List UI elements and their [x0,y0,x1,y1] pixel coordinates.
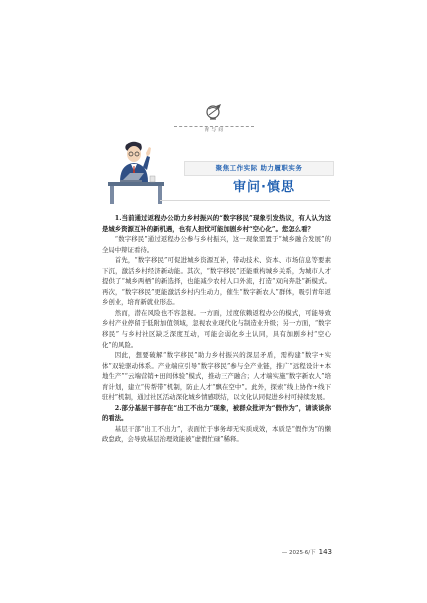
logo-text: 青 与 问 [204,128,224,133]
logo-divider [174,126,254,127]
section-banner [184,161,334,201]
section-header [100,137,330,207]
masthead-logo [196,104,232,133]
question-paragraph: 2.部分基层干部存在“出工不出力”现象，被群众批评为“假作为”，请谈谈你的看法。 [102,403,331,423]
body-paragraph: 首先，“数字移民”可促进城乡资源互补，带动技术、资本、市场信息等要素下沉，激活乡村经济新动能。其次，“数字移民”还能重构城乡关系，为城市人才提供了“城乡两栖”的新选择，也能减少农村人口外流，打造“双向奔赴”新模式。再次，“数字移民”更能激活乡村内生动力，催生“数字新农人”群体，吸引青年返乡创业，培育新就业形态。 [102,256,331,307]
globe-pen-logo-icon [204,104,224,122]
page-footer [272,548,332,556]
article-body [102,213,331,445]
question-paragraph: 1.当前通过返程办公助力乡村振兴的“数字移民”现象引发热议，有人认为这是城乡资源互补的新机遇，也有人担忧可能加剧乡村“空心化”。您怎么看？ [102,214,331,233]
page-number: 143 [318,548,332,556]
body-paragraph: 然而，潜在风险也不容忽视。一方面，过度依赖返程办公的模式，可能导致乡村产业停留于低附加值领域，忽视农业现代化与制造业升级；另一方面，“数字移民” 与乡村社区缺乏深度互动，可能会弱化乡土认同，具有加剧乡村“空心化”的风险。 [102,308,331,349]
body-paragraph: 因此，想要破解“数字移民”助力乡村振兴的深层矛盾，需构建“数字+实体”双轮驱动体系。产业端应引导“数字移民”参与全产业链，推广“远程设计+本地生产”“云端营销+田间体验”模式，推动三产融合；人才端实施“数字新农人”培育计划，建立“传帮带”机制，防止人才“飘在空中”。此外，探索“线上协作+线下驻村”机制，通过社区活动深化城乡情感联结，以文化认同促进乡村可持续发展。 [102,351,331,402]
header-divider [160,200,330,201]
body-paragraph: “数字移民”通过返程办公参与乡村振兴，这一现象需置于“城乡融合发展”的全局中辩证看待。 [102,235,331,254]
body-paragraph: 基层干部“出工不出力”，表面忙于事务却无实质成效，本质是“假作为”的懒政怠政，会导致基层治理效能被“虚假忙碌”稀释。 [102,424,331,444]
banner-subtitle: 聚焦工作实际 助力履职实务 [184,161,334,176]
issue-date: — 2025·6/下 [281,550,316,556]
banner-title: 审问·慎思 [233,180,295,195]
man-at-desk-illustration [100,137,170,207]
